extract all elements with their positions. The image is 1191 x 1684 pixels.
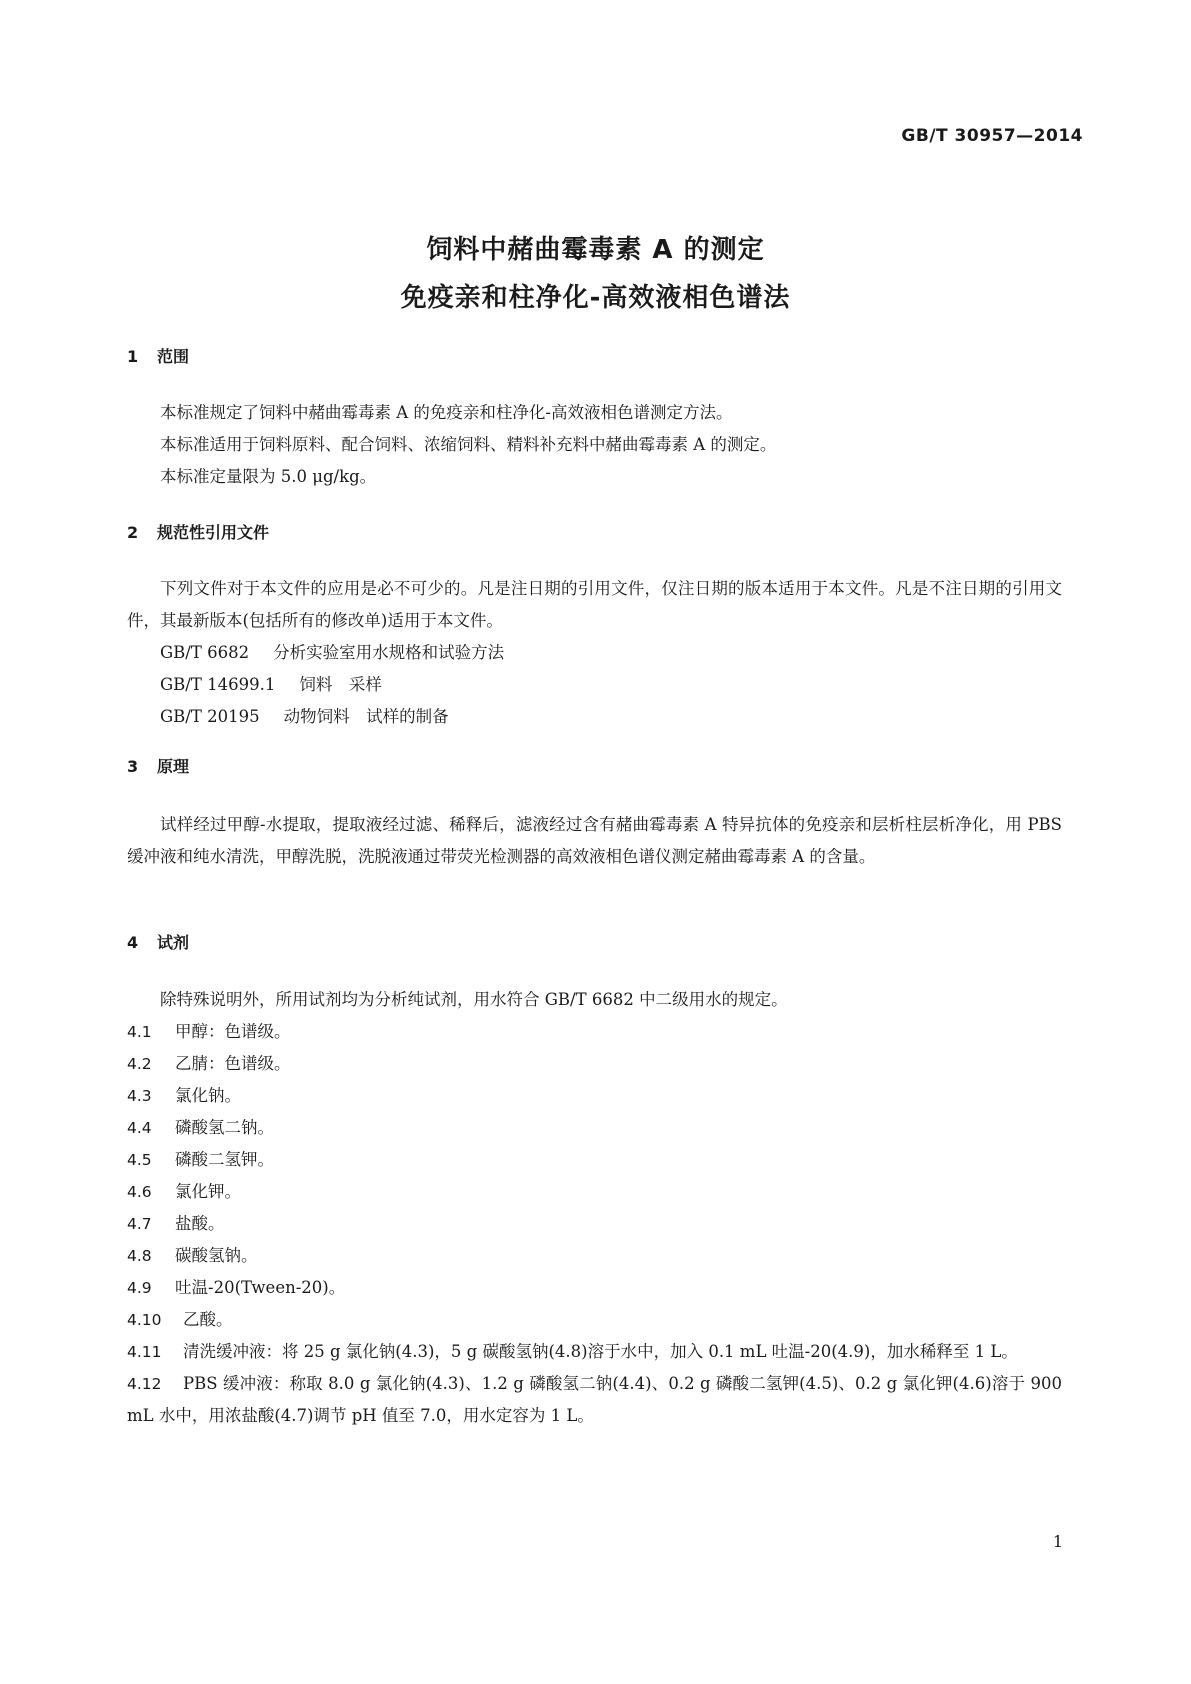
- section-principle: [127, 752, 1062, 782]
- item-number: 4.1: [127, 1023, 152, 1041]
- item-number: 4.3: [127, 1087, 152, 1105]
- item-text: 氯化钠。: [175, 1086, 241, 1105]
- section-number: 3: [127, 757, 139, 776]
- reagent-item: [127, 1272, 1062, 1304]
- reagent-item: [127, 1208, 1062, 1240]
- item-number: 4.7: [127, 1215, 152, 1233]
- reagent-item: [127, 1144, 1062, 1176]
- reagent-item: [127, 1240, 1062, 1272]
- item-text: 乙酸。: [183, 1310, 233, 1329]
- item-number: 4.5: [127, 1151, 152, 1169]
- section-number: 1: [127, 347, 139, 366]
- section-number: 4: [127, 933, 139, 952]
- item-text: 磷酸氢二钠。: [175, 1118, 274, 1137]
- section-title: 试剂: [157, 933, 190, 952]
- document-title: [0, 226, 1191, 322]
- section-title: 范围: [157, 347, 190, 366]
- paragraph: 试样经过甲醇-水提取，提取液经过滤、稀释后，滤液经过含有赭曲霉毒素 A 特异抗体的免疫亲和层析柱层析净化，用 PBS 缓冲液和纯水清洗，甲醇洗脱，洗脱液通过带荧光检测器的高效液相色谱仪测定赭曲霉毒素 A 的含量。: [127, 815, 1062, 866]
- section-normative-references: [127, 518, 1062, 548]
- reference-item: [127, 669, 1062, 701]
- item-text: 盐酸。: [175, 1214, 225, 1233]
- section-scope-body: [127, 397, 1062, 493]
- reagent-item: [127, 1368, 1062, 1431]
- reference-item: [127, 637, 1062, 669]
- title-line-1: 饲料中赭曲霉毒素 A 的测定: [426, 235, 765, 265]
- reference-title: 饲料 采样: [299, 675, 382, 694]
- section-heading: [127, 518, 1062, 548]
- reference-item: [127, 701, 1062, 733]
- reagent-item: [127, 1112, 1062, 1144]
- section-heading: [127, 752, 1062, 782]
- section-heading: [127, 928, 1062, 958]
- paragraph: 本标准规定了饲料中赭曲霉毒素 A 的免疫亲和柱净化-高效液相色谱测定方法。: [160, 403, 733, 422]
- item-number: 4.6: [127, 1183, 152, 1201]
- item-text: PBS 缓冲液：称取 8.0 g 氯化钠(4.3)、1.2 g 磷酸氢二钠(4.4)、0.2 g 磷酸二氢钾(4.5)、0.2 g 氯化钾(4.6)溶于 900 mL 水中，用浓盐酸(4.7)调节 pH 值至 7.0，用水定容为 1 L。: [127, 1374, 1062, 1425]
- reference-code: GB/T 20195: [160, 707, 260, 726]
- reagent-item: [127, 1304, 1062, 1336]
- section-heading: [127, 342, 1062, 372]
- item-number: 4.11: [127, 1343, 162, 1361]
- standard-code: GB/T 30957—2014: [901, 126, 1083, 146]
- item-text: 磷酸二氢钾。: [175, 1150, 274, 1169]
- page-number: 1: [1052, 1532, 1063, 1551]
- reagent-item: [127, 1176, 1062, 1208]
- paragraph: 下列文件对于本文件的应用是必不可少的。凡是注日期的引用文件，仅注日期的版本适用于本文件。凡是不注日期的引用文件，其最新版本(包括所有的修改单)适用于本文件。: [127, 579, 1062, 630]
- item-number: 4.4: [127, 1119, 152, 1137]
- reagent-item: [127, 1048, 1062, 1080]
- paragraph: 除特殊说明外，所用试剂均为分析纯试剂，用水符合 GB/T 6682 中二级用水的规定。: [160, 990, 788, 1009]
- item-text: 乙腈：色谱级。: [175, 1054, 291, 1073]
- reagent-item: [127, 1016, 1062, 1048]
- reference-code: GB/T 6682: [160, 643, 250, 662]
- paragraph: 本标准定量限为 5.0 μg/kg。: [160, 467, 377, 486]
- item-text: 甲醇：色谱级。: [175, 1022, 291, 1041]
- section-reagents: [127, 928, 1062, 958]
- item-number: 4.8: [127, 1247, 152, 1265]
- section-scope: [127, 342, 1062, 372]
- reference-code: GB/T 14699.1: [160, 675, 276, 694]
- section-title: 规范性引用文件: [157, 523, 270, 542]
- item-text: 吐温-20(Tween-20)。: [175, 1278, 346, 1297]
- reference-title: 分析实验室用水规格和试验方法: [273, 643, 505, 662]
- paragraph: 本标准适用于饲料原料、配合饲料、浓缩饲料、精料补充料中赭曲霉毒素 A 的测定。: [160, 435, 777, 454]
- item-text: 清洗缓冲液：将 25 g 氯化钠(4.3)，5 g 碳酸氢钠(4.8)溶于水中，加入 0.1 mL 吐温-20(4.9)，加水稀释至 1 L。: [183, 1342, 1018, 1361]
- section-references-body: [127, 573, 1062, 733]
- reagent-item: [127, 1336, 1062, 1368]
- section-principle-body: [127, 809, 1062, 873]
- section-title: 原理: [157, 757, 190, 776]
- section-number: 2: [127, 523, 139, 542]
- reagent-item: [127, 1080, 1062, 1112]
- item-text: 氯化钾。: [175, 1182, 241, 1201]
- reference-title: 动物饲料 试样的制备: [283, 707, 449, 726]
- title-line-2: 免疫亲和柱净化-高效液相色谱法: [400, 283, 791, 313]
- section-reagents-body: [127, 984, 1062, 1431]
- item-number: 4.12: [127, 1375, 162, 1393]
- item-text: 碳酸氢钠。: [175, 1246, 258, 1265]
- item-number: 4.9: [127, 1279, 152, 1297]
- item-number: 4.10: [127, 1311, 162, 1329]
- item-number: 4.2: [127, 1055, 152, 1073]
